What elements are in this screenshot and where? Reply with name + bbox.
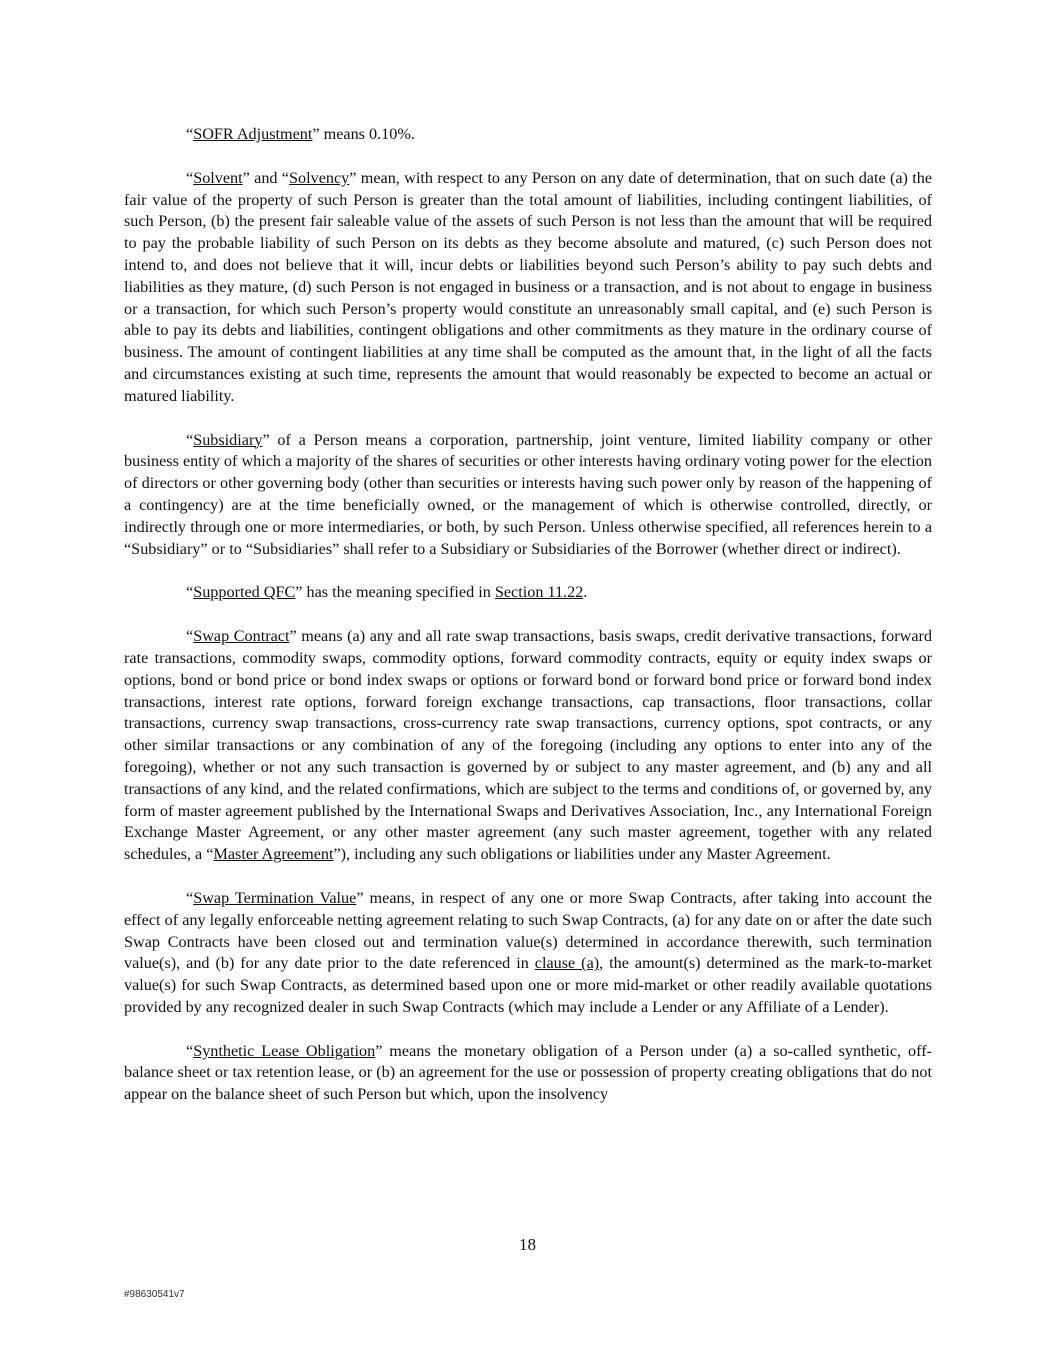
- defined-term: Swap Contract: [193, 627, 290, 646]
- definition-synthetic-lease-obligation: “Synthetic Lease Obligation” means the monetary obligation of a Person under (a) a so-called synthetic, off-balance sheet or tax retention lease, or (b) an agreement for the use or possession of property creating obligations that do not appear on the balance sheet of such Person but which, upon the insolvency: [124, 1041, 932, 1104]
- definitions-body: [124, 124, 932, 1128]
- defined-term: Solvent: [193, 168, 243, 187]
- definition-swap-contract: “Swap Contract” means (a) any and all rate swap transactions, basis swaps, credit derivative transactions, forward rate transactions, commodity swaps, commodity options, forward commodity contracts, equity or equity index swaps or options, bond or bond price or bond index swaps or options or forward bond or forward bond price or forward bond index transactions, interest rate options, forward foreign exchange transactions, cap transactions, floor transactions, collar transactions, currency swap transactions, cross-currency rate swap transactions, currency options, spot contracts, or any other similar transactions or any combination of any of the foregoing (including any options to enter into any of the foregoing), whether or not any such transaction is governed by or subject to any master agreement, and (b) any and all transactions of any kind, and the related confirmations, which are subject to the terms and conditions of, or governed by, any form of master agreement published by the International Swaps and Derivatives Association, Inc., any International Foreign Exchange Master Agreement, or any other master agreement (any such master agreement, together with any related schedules, a “Master Agreement”), including any such obligations or liabilities under any Master Agreement.: [124, 627, 932, 864]
- defined-term: Master Agreement: [213, 845, 334, 864]
- defined-term: Supported QFC: [193, 583, 296, 602]
- definition-supported-qfc: “Supported QFC” has the meaning specified in Section 11.22.: [186, 583, 588, 602]
- definition-swap-termination-value: “Swap Termination Value” means, in respect of any one or more Swap Contracts, after taking into account the effect of any legally enforceable netting agreement relating to such Swap Contracts, (a) for any date on or after the date such Swap Contracts have been closed out and termination value(s) determined in accordance therewith, such termination value(s), and (b) for any date prior to the date referenced in clause (a), the amount(s) determined as the mark-to-market value(s) for such Swap Contracts, as determined based upon one or more mid-market or other readily available quotations provided by any recognized dealer in such Swap Contracts (which may include a Lender or any Affiliate of a Lender).: [124, 888, 932, 1016]
- definition-text: ” means, in respect of any one or more Swap Contracts, after taking into account the effect of any legally enforceable netting agreement relating to such Swap Contracts, (a) for any date on or after the date such Swap Contracts have been closed out and termination value(s) determined in accordance therewith, such termination value(s), and (b) for any date prior to the date referenced in: [124, 888, 932, 973]
- definition-text: ” means 0.10%.: [312, 125, 415, 143]
- definition-sofr-adjustment: “SOFR Adjustment” means 0.10%.: [186, 125, 415, 143]
- defined-term: SOFR Adjustment: [193, 125, 313, 143]
- definition-text: ” of a Person means a corporation, partnership, joint venture, limited liability company or other business entity of which a majority of the shares of securities or other interests having ordinary voting power for the election of directors or other governing body (other than securities or interests having such power only by reason of the happening of a contingency) are at the time beneficially owned, or the management of which is otherwise controlled, directly, or indirectly through one or more intermediaries, or both, by such Person. Unless otherwise specified, all references herein to a “Subsidiary” or to “Subsidiaries” shall refer to a Subsidiary or Subsidiaries of the Borrower (whether direct or indirect).: [124, 430, 932, 558]
- definition-solvent: “Solvent” and “Solvency” mean, with respect to any Person on any date of determination, that on such date (a) the fair value of the property of such Person is greater than the total amount of liabilities, including contingent liabilities, of such Person, (b) the present fair saleable value of the assets of such Person is not less than the amount that will be required to pay the probable liability of such Person on its debts as they become absolute and matured, (c) such Person does not intend to, and does not believe that it will, incur debts or liabilities beyond such Person’s ability to pay such debts and liabilities as they mature, (d) such Person is not engaged in business or a transaction, and is not about to engage in business or a transaction, for which such Person’s property would constitute an unreasonably small capital, and (e) such Person is able to pay its debts and liabilities, contingent obligations and other commitments as they mature in the ordinary course of business. The amount of contingent liabilities at any time shall be computed as the amount that, in the light of all the facts and circumstances existing at such time, represents the amount that would reasonably be expected to become an actual or matured liability.: [124, 168, 932, 405]
- definition-text: , the amount(s) determined as the mark-to-market value(s) for such Swap Contracts, as determined based upon one or more mid-market or other readily available quotations provided by any recognized dealer in such Swap Contracts (which may include a Lender or any Affiliate of a Lender).: [124, 954, 932, 1016]
- definition-text: .: [583, 583, 588, 602]
- section-reference-link[interactable]: Section 11.22: [494, 583, 584, 602]
- defined-term: Solvency: [289, 168, 350, 187]
- definition-text: ”), including any such obligations or liabilities under any Master Agreement.: [333, 845, 831, 864]
- definition-text: ” means the monetary obligation of a Person under (a) a so-called synthetic, off-balance sheet or tax retention lease, or (b) an agreement for the use or possession of property creating obligations that do not appear on the balance sheet of such Person but which, upon the insolvency: [124, 1041, 932, 1104]
- defined-term: Swap Termination Value: [193, 888, 357, 907]
- document-id: #98630541v7: [124, 1289, 185, 1300]
- definition-connector: ” and “: [242, 168, 289, 187]
- definition-subsidiary: “Subsidiary” of a Person means a corporation, partnership, joint venture, limited liability company or other business entity of which a majority of the shares of securities or other interests having ordinary voting power for the election of directors or other governing body (other than securities or interests having such power only by reason of the happening of a contingency) are at the time beneficially owned, or the management of which is otherwise controlled, directly, or indirectly through one or more intermediaries, or both, by such Person. Unless otherwise specified, all references herein to a “Subsidiary” or to “Subsidiaries” shall refer to a Subsidiary or Subsidiaries of the Borrower (whether direct or indirect).: [124, 430, 932, 558]
- clause-reference-link[interactable]: clause (a): [534, 954, 600, 973]
- defined-term: Synthetic Lease Obligation: [193, 1041, 376, 1060]
- page-number: 18: [519, 1235, 536, 1254]
- definition-text: ” means (a) any and all rate swap transactions, basis swaps, credit derivative transactions, forward rate transactions, commodity swaps, commodity options, forward commodity contracts, equity or equity index swaps or options, bond or bond price or bond index swaps or options or forward bond or forward bond price or forward bond index transactions, interest rate options, forward foreign exchange transactions, cap transactions, floor transactions, collar transactions, currency swap transactions, cross-currency rate swap transactions, currency options, spot contracts, or any other similar transactions or any combination of any of the foregoing (including any options to enter into any of the foregoing), whether or not any such transaction is governed by or subject to any master agreement, and (b) any and all transactions of any kind, and the related confirmations, which are subject to the terms and conditions of, or governed by, any form of master agreement published by the International Swaps and Derivatives Association, Inc., any International Foreign Exchange Master Agreement, or any other master agreement (any such master agreement, together with any related schedules, a “: [124, 627, 932, 864]
- definition-connector: ” has the meaning specified in: [295, 583, 495, 602]
- defined-term: Subsidiary: [193, 430, 263, 449]
- definition-text: ” mean, with respect to any Person on any date of determination, that on such date (a) the fair value of the property of such Person is greater than the total amount of liabilities, including contingent liabilities, of such Person, (b) the present fair saleable value of the assets of such Person is not less than the amount that will be required to pay the probable liability of such Person on its debts as they become absolute and matured, (c) such Person does not intend to, and does not believe that it will, incur debts or liabilities beyond such Person’s ability to pay such debts and liabilities as they mature, (d) such Person is not engaged in business or a transaction, and is not about to engage in business or a transaction, for which such Person’s property would constitute an unreasonably small capital, and (e) such Person is able to pay its debts and liabilities, contingent obligations and other commitments as they mature in the ordinary course of business. The amount of contingent liabilities at any time shall be computed as the amount that, in the light of all the facts and circumstances existing at such time, represents the amount that would reasonably be expected to become an actual or matured liability.: [124, 168, 932, 405]
